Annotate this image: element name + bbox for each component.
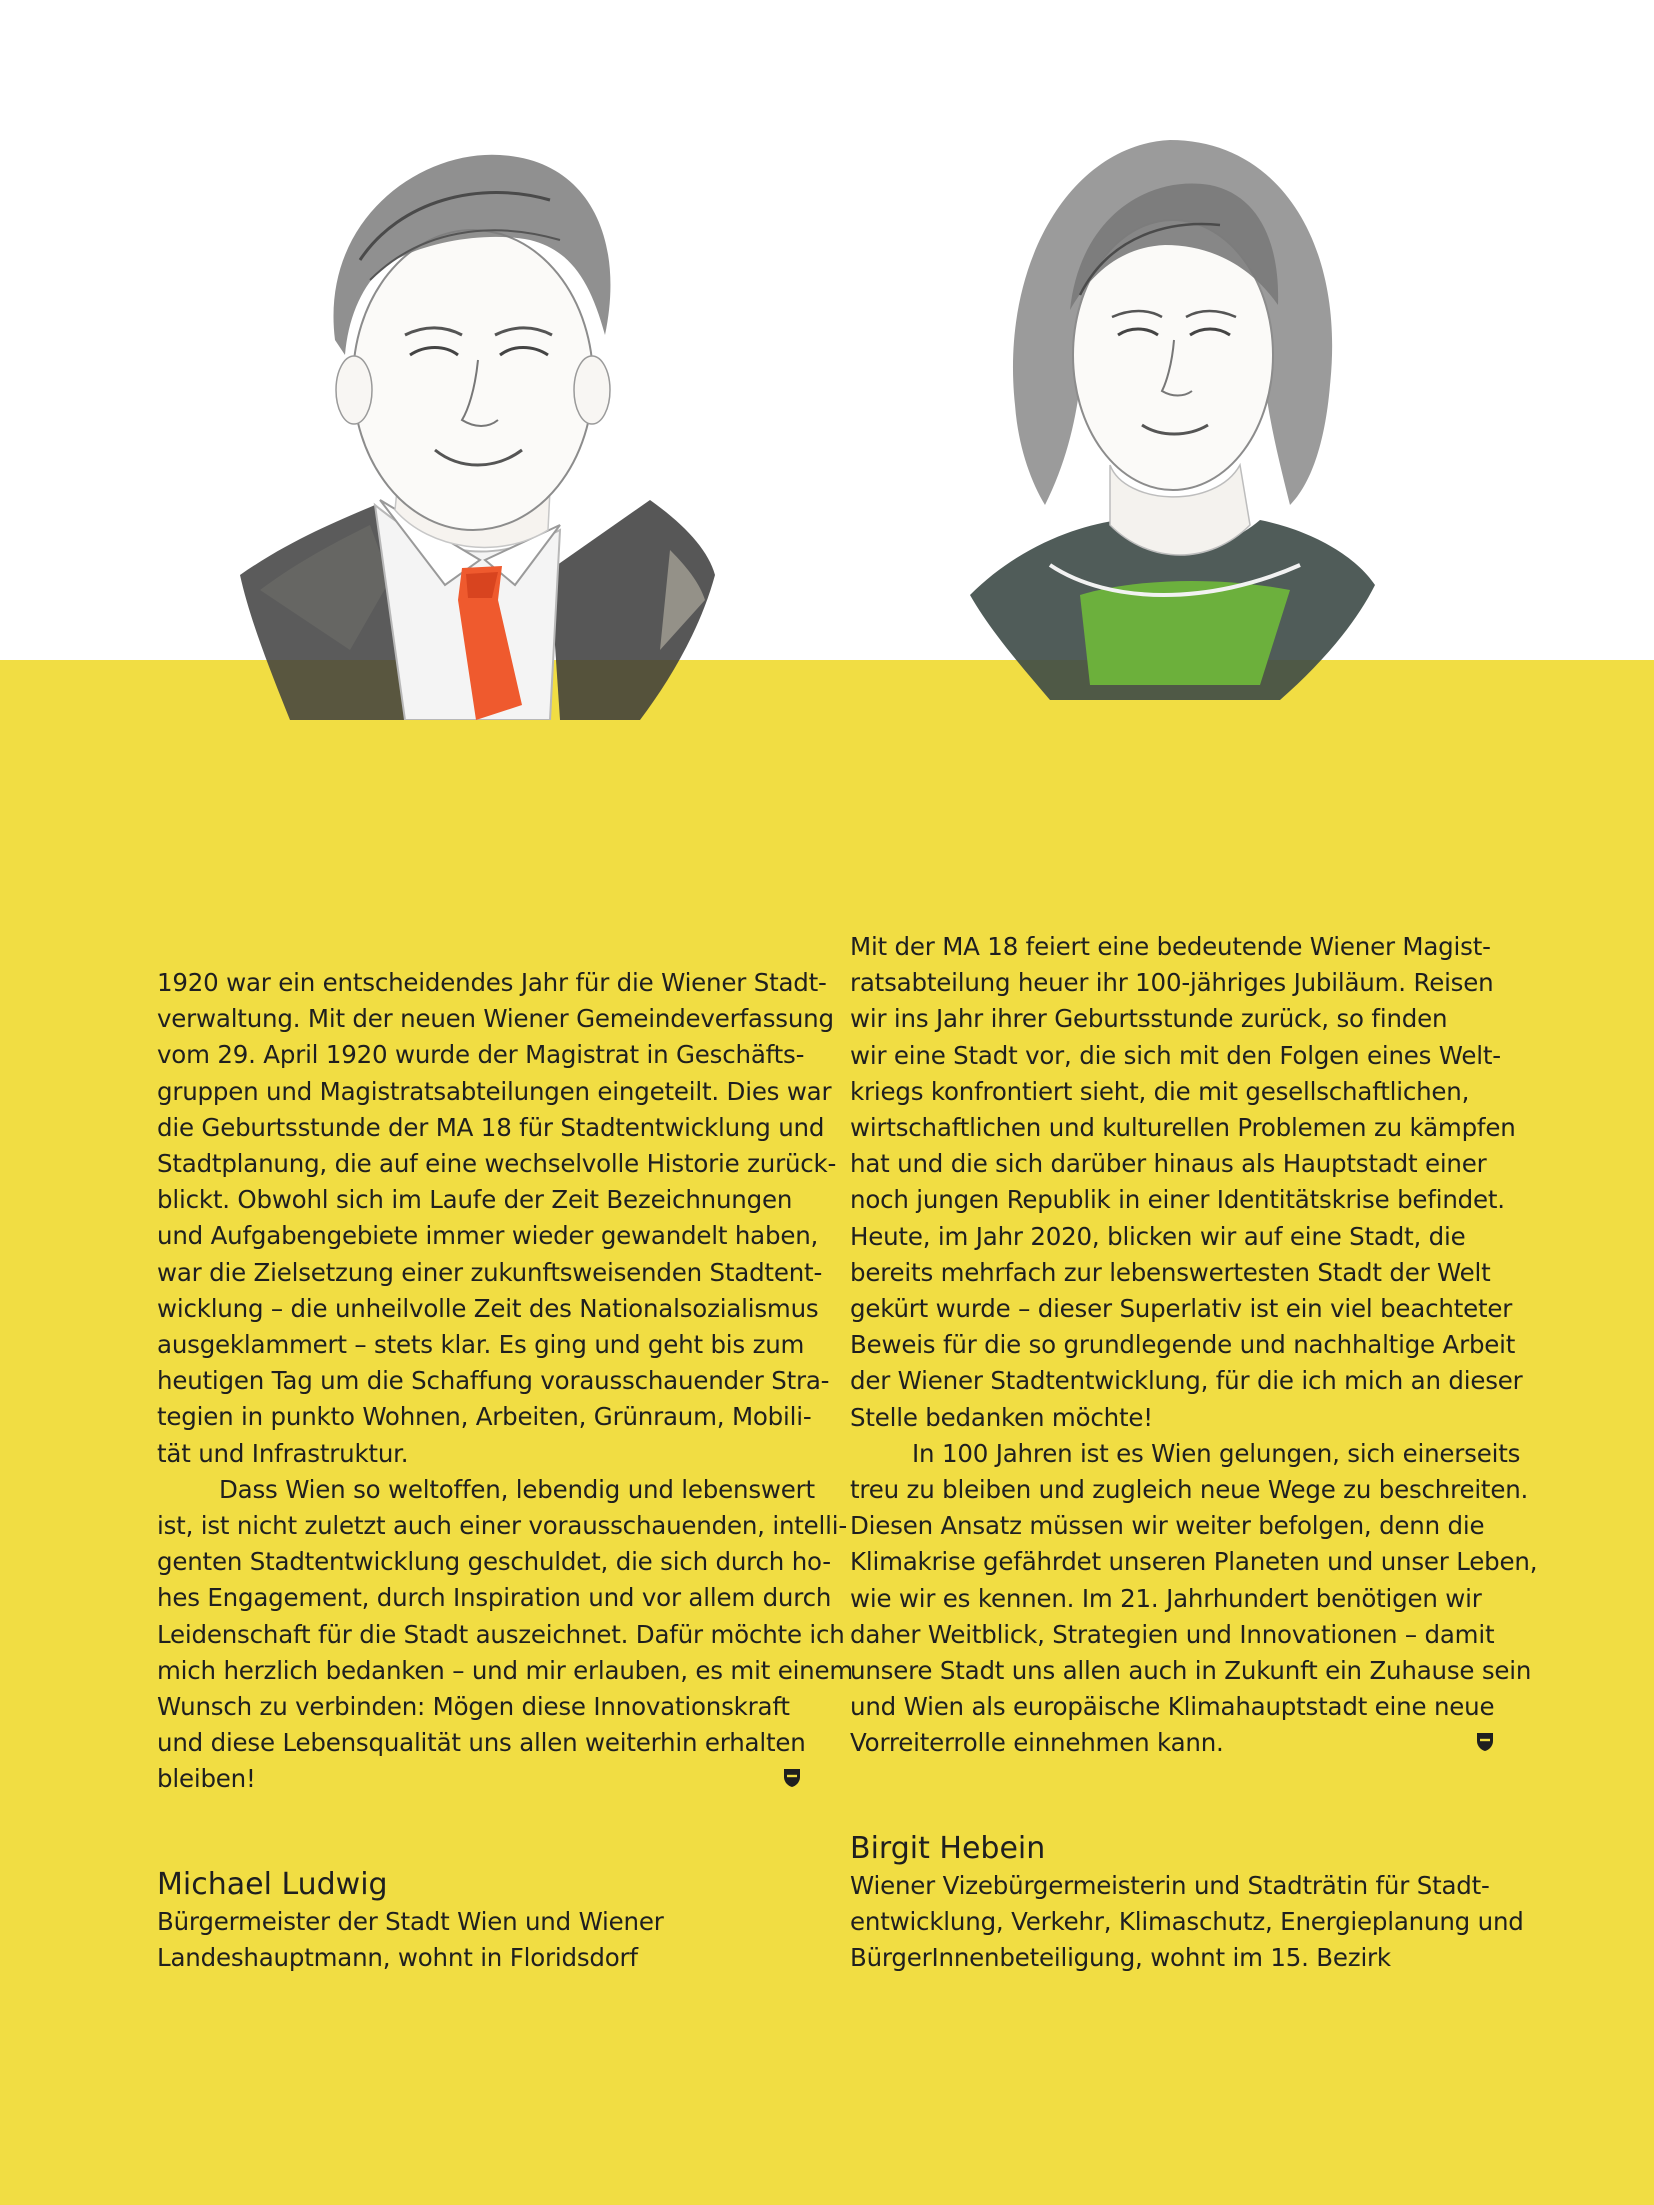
portrait-birgit-hebein <box>960 125 1380 705</box>
text-line: tegien in punkto Wohnen, Arbeiten, Grünraum, Mobili- <box>157 1402 812 1432</box>
text-line: bereits mehrfach zur lebenswertesten Stadt der Welt <box>850 1257 1491 1287</box>
text-line: Heute, im Jahr 2020, blicken wir auf eine Stadt, die <box>850 1221 1466 1251</box>
text-line: Landeshauptmann, wohnt in Floridsdorf <box>157 1943 638 1973</box>
text-line: 1920 war ein entscheidendes Jahr für die Wiener Stadt- <box>157 968 827 997</box>
right-paragraph-2 <box>850 1436 1538 1762</box>
left-paragraph-1 <box>157 965 837 1472</box>
text-line: wicklung – die unheilvolle Zeit des Nationalsozialismus <box>157 1293 819 1323</box>
text-line: Stadtplanung, die auf eine wechselvolle Historie zurück- <box>157 1149 837 1179</box>
text-line: kriegs konfrontiert sieht, die mit gesellschaftlichen, <box>850 1076 1470 1106</box>
left-text-column <box>157 965 854 1798</box>
left-paragraph-2 <box>157 1472 854 1798</box>
portrait-michael-ludwig <box>230 130 720 720</box>
text-line: wir ins Jahr ihrer Geburtsstunde zurück, so finden <box>850 1004 1448 1034</box>
text-line: heutigen Tag um die Schaffung vorausschauender Stra- <box>157 1366 830 1396</box>
text-line: BürgerInnenbeteiligung, wohnt im 15. Bezirk <box>850 1943 1391 1973</box>
text-line: treu zu bleiben und zugleich neue Wege zu beschreiten. <box>850 1475 1529 1505</box>
text-line: blickt. Obwohl sich im Laufe der Zeit Bezeichnungen <box>157 1185 793 1215</box>
signature-name-right: Birgit Hebein <box>850 1831 1046 1866</box>
signature-role-right <box>850 1868 1524 1977</box>
signature-role-left <box>157 1904 797 1976</box>
text-line: die Geburtsstunde der MA 18 für Stadtentwicklung und <box>157 1112 825 1142</box>
text-line: Vorreiterrolle einnehmen kann. <box>850 1728 1224 1758</box>
signature-name-left: Michael Ludwig <box>157 1867 388 1902</box>
text-line: In 100 Jahren ist es Wien gelungen, sich einerseits <box>912 1438 1521 1468</box>
text-line: Diesen Ansatz müssen wir weiter befolgen, denn die <box>850 1511 1485 1541</box>
text-line: mich herzlich bedanken – und mir erlauben, es mit einem <box>157 1655 854 1685</box>
text-line: Klimakrise gefährdet unseren Planeten und unser Leben, <box>850 1547 1538 1577</box>
text-line: hes Engagement, durch Inspiration und vor allem durch <box>157 1583 832 1613</box>
vienna-shield-icon <box>783 1768 801 1788</box>
text-line: ist, ist nicht zuletzt auch einer vorausschauenden, intelli- <box>157 1511 848 1541</box>
text-line: und Wien als europäische Klimahauptstadt eine neue <box>850 1692 1495 1722</box>
text-line: war die Zielsetzung einer zukunftsweisenden Stadtent- <box>157 1257 823 1287</box>
text-line: und diese Lebensqualität uns allen weiterhin erhalten <box>157 1728 806 1758</box>
text-line: entwicklung, Verkehr, Klimaschutz, Energieplanung und <box>850 1907 1524 1937</box>
text-line: bleiben! <box>157 1764 256 1794</box>
drawn-portrait-man-icon <box>230 130 720 720</box>
vienna-shield-icon <box>1476 1732 1494 1752</box>
text-line: Beweis für die so grundlegende und nachhaltige Arbeit <box>850 1330 1516 1360</box>
text-line: hat und die sich darüber hinaus als Hauptstadt einer <box>850 1149 1487 1179</box>
text-line: gruppen und Magistratsabteilungen eingeteilt. Dies war <box>157 1076 832 1106</box>
text-line: ausgeklammert – stets klar. Es ging und geht bis zum <box>157 1330 805 1360</box>
text-line: wirtschaftlichen und kulturellen Problemen zu kämpfen <box>850 1113 1516 1143</box>
text-line: gekürt wurde – dieser Superlativ ist ein viel beachteter <box>850 1294 1513 1324</box>
text-line: daher Weitblick, Strategien und Innovationen – damit <box>850 1619 1495 1649</box>
text-line: Wunsch zu verbinden: Mögen diese Innovationskraft <box>157 1692 790 1722</box>
text-line: vom 29. April 1920 wurde der Magistrat in Geschäfts- <box>157 1040 805 1070</box>
text-line: Stelle bedanken möchte! <box>850 1402 1153 1432</box>
text-line: Dass Wien so weltoffen, lebendig und lebenswert <box>219 1474 815 1504</box>
text-line: Wiener Vizebürgermeisterin und Stadträtin für Stadt- <box>850 1871 1490 1900</box>
text-line: der Wiener Stadtentwicklung, für die ich mich an dieser <box>850 1366 1523 1396</box>
text-line: Bürgermeister der Stadt Wien und Wiener <box>157 1907 664 1936</box>
text-line: tät und Infrastruktur. <box>157 1438 409 1468</box>
right-paragraph-1 <box>850 929 1523 1436</box>
text-line: und Aufgabengebiete immer wieder gewandelt haben, <box>157 1221 819 1251</box>
text-line: genten Stadtentwicklung geschuldet, die sich durch ho- <box>157 1547 831 1577</box>
right-text-column <box>850 929 1538 1762</box>
text-line: wie wir es kennen. Im 21. Jahrhundert benötigen wir <box>850 1583 1482 1613</box>
text-line: ratsabteilung heuer ihr 100-jähriges Jubiläum. Reisen <box>850 968 1494 998</box>
text-line: unsere Stadt uns allen auch in Zukunft ein Zuhause sein <box>850 1656 1532 1686</box>
text-line: verwaltung. Mit der neuen Wiener Gemeindeverfassung <box>157 1004 834 1034</box>
text-line: Leidenschaft für die Stadt auszeichnet. Dafür möchte ich <box>157 1619 845 1649</box>
text-line: Mit der MA 18 feiert eine bedeutende Wiener Magist- <box>850 932 1491 961</box>
text-line: wir eine Stadt vor, die sich mit den Folgen eines Welt- <box>850 1040 1501 1070</box>
text-line: noch jungen Republik in einer Identitätskrise befindet. <box>850 1185 1505 1215</box>
drawn-portrait-woman-icon <box>960 125 1380 705</box>
